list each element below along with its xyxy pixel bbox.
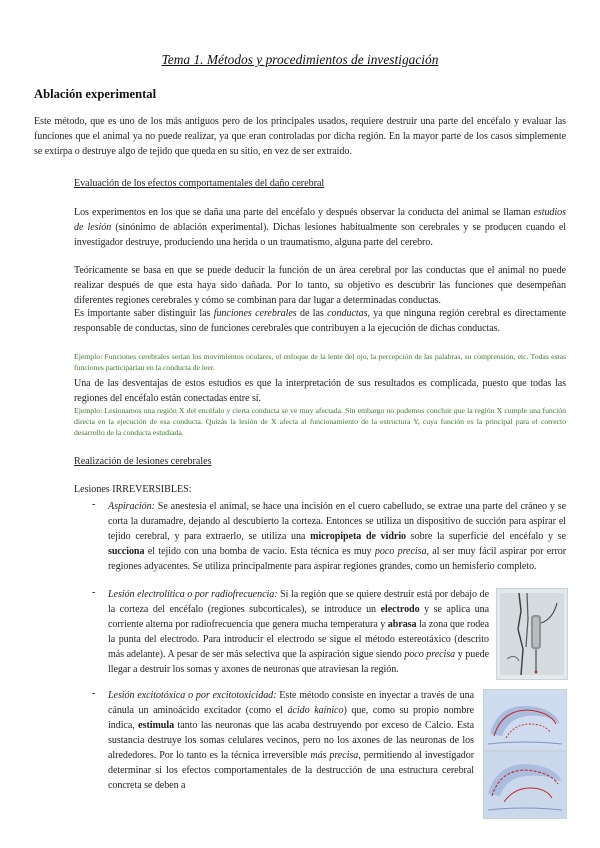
paragraph-desventajas: Una de las desventajas de estos estudios es que la interpretación de sus resultados es complicada, puesto que todas las regiones del encéfalo están conectadas entre sí. bbox=[74, 378, 566, 404]
bullet-excitotoxica: Lesión excitotóxica o por excitotoxicidad: Este método consiste en inyectar a través de una cánula un aminoácido excitador (como el ácido kaínico) que, como su propio nombre indica, estimula tanto las neuronas que las acaba destruyendo por exceso de Calcio. Esta sustancia destruye los somas celulares vecinos, pero no los axones de las neuronas de los alrededores. Por lo tanto es la técnica irreversible más precisa, permitiendo al investigador determinar si los efectos comportamentales de la destrucción de una estructura cerebral concreta se deben a bbox=[108, 690, 475, 791]
section-heading: Ablación experimental bbox=[34, 87, 157, 101]
brain-section-illustration-2 bbox=[484, 752, 566, 818]
bullet-aspiracion: Aspiración: Se anestesia el animal, se hace una incisión en el cuero cabelludo, se extrae una parte del cráneo y se corta la duramadre, dejando al descubierto la corteza. Entonces se utiliza un dispositivo de succión para aspirar el tejido cerebral, y para extraerlo, se utiliza una micropipeta de vidrio sobre la superficie del encéfalo y se succiona el tejido con una bomba de vacío. Esta técnica es muy poco precisa, al ser muy fácil aspirar por error regiones adyacentes. Se utiliza principalmente para aspirar regiones grandes, como un hemisferio completo. bbox=[108, 501, 567, 572]
subheading-realizacion: Realización de lesiones cerebrales bbox=[74, 456, 212, 467]
paragraph-estudios-lesion: Los experimentos en los que se daña una parte del encéfalo y después observar la conducta del animal se llaman estudios de lesión (sinónimo de ablación experimental). Dichas lesiones habitualmente son cerebrales y se producen cuando el investigador destruye, produciendo una herida o un traumatismo, alguna parte del cerebro. bbox=[74, 207, 567, 248]
bullet-dash: - bbox=[92, 499, 96, 510]
bullet-dash: - bbox=[92, 587, 96, 598]
bullet-electrolitica: Lesión electrolítica o por radiofrecuencia: Si la región que se quiere destruir está por debajo de la corteza del encéfalo (regiones subcorticales), se introduce un electrodo y se aplica una corriente alterna por radiofrecuencia que genera mucha temperatura y abrasa la zona que rodea la punta del electrodo. Para introducir el electrodo se sigue el método estereotáxico (descrito más adelante). A pesar de ser más selectiva que la aspiración sigue siendo poco precisa y puede llegar a destruir los somas y axones de neuronas que atraviesan la región. bbox=[108, 589, 490, 675]
brain-section-illustration-1 bbox=[484, 690, 566, 750]
label-lesiones-irreversibles: Lesiones IRREVERSIBLES: bbox=[74, 484, 192, 495]
subheading-evaluacion: Evaluación de los efectos comportamentales del daño cerebral bbox=[74, 178, 325, 189]
page-title: Tema 1. Métodos y procedimientos de investigación bbox=[161, 52, 439, 67]
brain-section-photo-1 bbox=[483, 689, 567, 751]
example-funciones: Ejemplo: Funciones cerebrales serían los movimientos oculares, el enfoque de la lente del ojo, la percepción de las palabras, su comprensión, etc. Todas estas funciones participarían en la conducta de leer. bbox=[74, 352, 566, 372]
paragraph-teoria: Teóricamente se basa en que se puede deducir la función de un área cerebral por las conductas que el animal no puede realizar después de que esta haya sido dañada. Por lo tanto, su objetivo es descubrir las funciones que desempeñan diferentes regiones cerebrales y cómo se combinan para dar lugar a determinadas conductas. bbox=[74, 265, 566, 306]
paragraph-funciones-conductas: Es importante saber distinguir las funciones cerebrales de las conductas, ya que ninguna región cerebral es directamente responsable de conductas, sino de funciones cerebrales que contribuyen a la ejecución de dichas conductas. bbox=[74, 308, 566, 334]
electrode-photo bbox=[496, 588, 568, 680]
example-region-x: Ejemplo: Lesionamos una región X del encéfalo y cierta conducta se ve muy afectada. Sin embargo no podemos concluir que la región X cumple una función directa en la ejecución de esa conducta. Quizás la lesión de X afecta al funcionamiento de la estructura Y, cuya función es la principal para el correcto desarrollo de la conducta estudiada. bbox=[74, 406, 566, 437]
electrode-illustration bbox=[497, 589, 567, 679]
bullet-dash: - bbox=[92, 688, 96, 699]
brain-section-photo-2 bbox=[483, 751, 567, 819]
intro-paragraph: Este método, que es uno de los más antiguos pero de los principales usados, requiere destruir una parte del encéfalo y evaluar las funciones que el animal ya no puede realizar, ya que eran controladas por dicha región. En la mayor parte de los casos simplemente se extirpa o destruye algo de tejido que queda en su sitio, en vez de ser extraído. bbox=[34, 116, 566, 157]
